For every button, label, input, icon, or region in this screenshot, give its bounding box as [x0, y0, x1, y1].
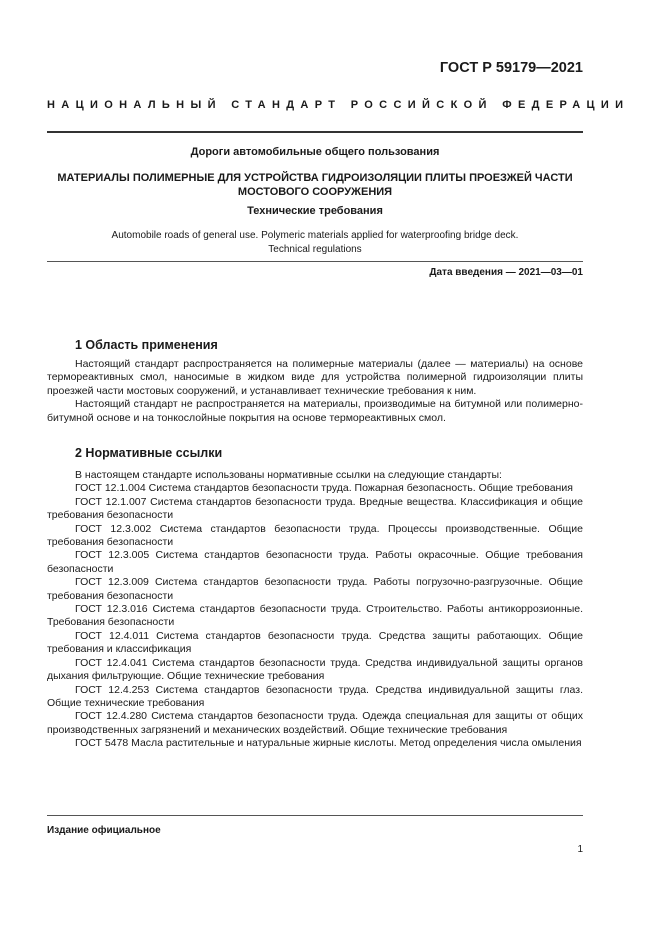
official-edition-label: Издание официальное	[47, 825, 161, 836]
introduction-date: Дата введения — 2021—03—01	[429, 267, 583, 278]
reference-item: ГОСТ 12.4.280 Система стандартов безопасности труда. Одежда специальная для защиты от общих производственных загрязнений и механических воздействий. Общие технические требования	[47, 710, 583, 736]
section-normative-references	[47, 446, 583, 751]
reference-item: ГОСТ 12.4.041 Система стандартов безопасности труда. Средства индивидуальной защиты органов дыхания фильтрующие. Общие технические требования	[47, 656, 583, 683]
reference-item: ГОСТ 12.3.016 Система стандартов безопасности труда. Строительство. Работы антикоррозионные. Требования безопасности	[47, 603, 583, 629]
page-number: 1	[577, 844, 583, 855]
footer-divider	[47, 815, 583, 816]
reference-item: ГОСТ 12.3.005 Система стандартов безопасности труда. Работы окрасочные. Общие требования безопасности	[47, 549, 583, 575]
reference-item: ГОСТ 12.1.004 Система стандартов безопасности труда. Пожарная безопасность. Общие требования	[75, 482, 573, 495]
title-english	[47, 229, 583, 257]
header-divider	[47, 131, 583, 133]
reference-item: ГОСТ 12.4.253 Система стандартов безопасности труда. Средства индивидуальной защиты глаз. Общие технические требования	[47, 683, 583, 709]
gost-number: ГОСТ Р 59179—2021	[439, 60, 583, 76]
title-english-line-2: Technical regulations	[268, 244, 362, 255]
national-standard-banner: НАЦИОНАЛЬНЫЙ СТАНДАРТ РОССИЙСКОЙ ФЕДЕРАЦИИ	[47, 99, 630, 111]
paragraph: В настоящем стандарте использованы нормативные ссылки на следующие стандарты:	[75, 469, 502, 481]
title-divider	[47, 261, 583, 262]
title-roads: Дороги автомобильные общего пользования	[190, 146, 440, 158]
reference-item: ГОСТ 12.1.007 Система стандартов безопасности труда. Вредные вещества. Классификация и общие требования безопасности	[47, 495, 583, 522]
paragraph: Настоящий стандарт распространяется на полимерные материалы (далее — материалы) на основе термореактивных смол, наносимые в жидком виде для устройства полимерной гидроизоляции плиты проезжей части мостовых сооружений, и устанавливает технические требования к ним.	[47, 358, 583, 397]
paragraph: Настоящий стандарт не распространяется на материалы, производимые на битумной или полимерно-битумной основе и на тонкослойные покрытия на основе термореактивных смол.	[47, 398, 583, 424]
section-heading: 1 Область применения	[75, 338, 218, 352]
title-main: МАТЕРИАЛЫ ПОЛИМЕРНЫЕ ДЛЯ УСТРОЙСТВА ГИДРОИЗОЛЯЦИИ ПЛИТЫ ПРОЕЗЖЕЙ ЧАСТИ МОСТОВОГО СООРУЖЕНИЯ	[57, 172, 573, 198]
title-english-line-1: Automobile roads of general use. Polymeric materials applied for waterproofing bridge deck.	[111, 230, 519, 241]
reference-item: ГОСТ 5478 Масла растительные и натуральные жирные кислоты. Метод определения числа омыления	[75, 737, 582, 750]
section-heading: 2 Нормативные ссылки	[75, 446, 223, 460]
title-technical: Технические требования	[247, 205, 383, 217]
reference-item: ГОСТ 12.4.011 Система стандартов безопасности труда. Средства защиты работающих. Общие требования и классификация	[47, 629, 583, 656]
reference-item: ГОСТ 12.3.009 Система стандартов безопасности труда. Работы погрузочно-разгрузочные. Общие требования безопасности	[47, 576, 583, 602]
section-scope	[47, 338, 583, 425]
reference-item: ГОСТ 12.3.002 Система стандартов безопасности труда. Процессы производственные. Общие требования безопасности	[47, 522, 583, 549]
